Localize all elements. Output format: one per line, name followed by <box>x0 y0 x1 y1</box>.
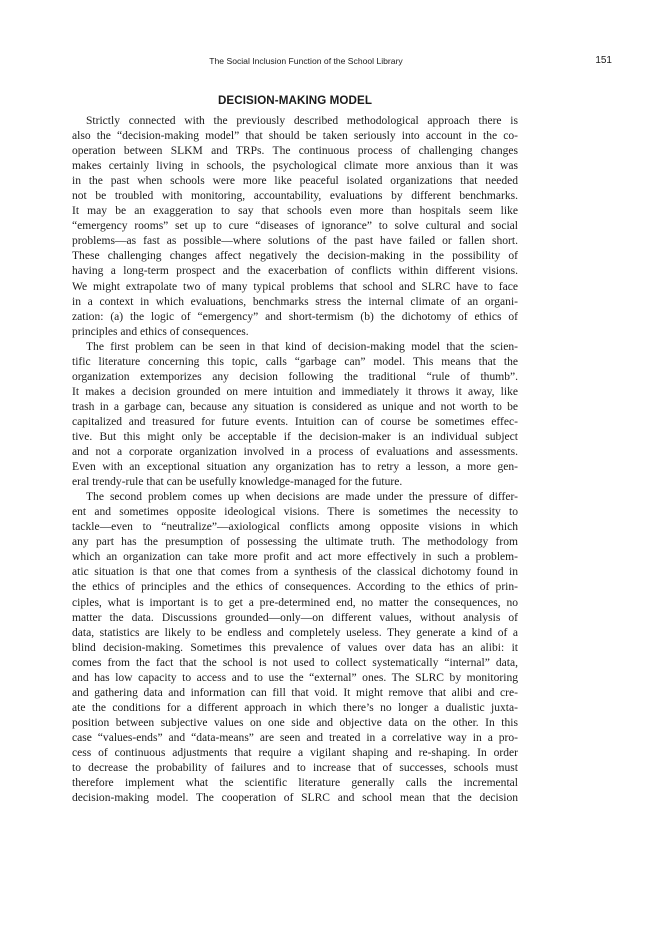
text-line: any part has the presumption of possessing the ultimate truth. The methodology from <box>72 536 518 549</box>
text-line: cess of continuous adjustments that require a vigilant shaping and re-shaping. In order <box>72 746 518 759</box>
text-line: tific literature concerning this topic, calls “garbage can” model. This means that the <box>72 355 518 368</box>
text-line: data, statistics are likely to be endless and completely useless. They generate a kind of a <box>72 626 518 639</box>
text-line: matter the data. Discussions grounded—only—on different values, without analysis of <box>72 611 518 624</box>
text-line: and has low capacity to access and to use the “external” ones. The SLRC by monitoring <box>72 671 518 684</box>
text-line: It makes a decision grounded on mere intuition and immediately it throws it away, like <box>72 385 518 398</box>
text-line: comes from the fact that the school is not used to collect systematically “internal” data, <box>72 656 518 669</box>
text-line: also the “decision-making model” that should be taken seriously into account in the co- <box>72 130 518 143</box>
text-line: makes certainly living in schools, the psychological climate more anxious than it was <box>72 160 518 173</box>
text-line: position between subjective values on one side and objective data on the other. In this <box>72 716 518 729</box>
text-line: These challenging changes affect negatively the decision-making in the possibility of <box>72 250 518 263</box>
text-line: tive. But this might only be acceptable if the decision-maker is an individual subject <box>72 430 518 443</box>
text-line: case “values-ends” and “data-means” are seen and treated in a correlative way in a pro- <box>72 731 518 744</box>
text-line: “emergency rooms” set up to cure “diseases of ignorance” to solve cultural and social <box>72 220 518 233</box>
paragraph <box>72 490 518 806</box>
running-title: The Social Inclusion Function of the School Library <box>209 56 403 66</box>
text-line: eral trendy-rule that can be usefully knowledge-managed for the future. <box>72 476 403 489</box>
text-line: tackle—even to “neutralize”—axiological conflicts among opposite visions in which <box>72 521 518 534</box>
text-line: and not a corporate organization involved in a process of evaluations and assessments. <box>72 446 518 459</box>
text-line: which an organization can take more profit and act more effectively in such a problem- <box>72 551 518 564</box>
text-line: atic situation is that one that comes from a synthesis of the classical dichotomy found in <box>72 566 518 579</box>
text-line: having a long-term prospect and the exacerbation of conflicts within different visions. <box>72 265 518 278</box>
text-line: The second problem comes up when decisions are made under the pressure of differ- <box>86 491 518 504</box>
text-line: ciples, what is important is to get a pre-determined end, no matter the consequences, no <box>72 596 518 609</box>
text-line: ent and sometimes opposite ideological visions. There is sometimes the necessity to <box>72 506 518 519</box>
text-line: not be troubled with monitoring, accountability, evaluations by different benchmarks. <box>72 190 518 203</box>
text-line: trash in a garbage can, because any situation is considered as unique and not worth to be <box>72 400 518 413</box>
text-line: decision-making model. The cooperation of SLRC and school mean that the decision <box>72 792 518 805</box>
running-head <box>72 56 612 70</box>
text-line: principles and ethics of consequences. <box>72 325 249 338</box>
page-number: 151 <box>595 55 612 66</box>
body-text <box>72 114 518 806</box>
text-line: Strictly connected with the previously described methodological approach there is <box>86 115 518 127</box>
text-line: Even with an exceptional situation any organization has to retry a lesson, a more gen- <box>72 461 518 474</box>
text-line: to decrease the probability of failures and to increase that of successes, schools must <box>72 762 518 775</box>
text-line: in a context in which evaluations, benchmarks stress the internal climate of an organi- <box>72 295 518 308</box>
text-line: problems—as fast as possible—where solutions of the past have failed or fallen short. <box>72 235 518 248</box>
text-line: therefore implement what the scientific literature generally calls the incremental <box>72 777 518 790</box>
text-line: the ethics of principles and the ethics of consequences. According to the ethics of prin- <box>72 581 518 594</box>
section-heading: DECISION-MAKING MODEL <box>217 94 373 107</box>
paragraph <box>72 114 518 340</box>
text-line: ate the conditions for a different approach in which there’s no longer a dualistic juxta- <box>72 701 518 714</box>
text-line: capitalized and treasured for future events. Intuition can of course be sometimes effec- <box>72 415 518 428</box>
text-line: We might extrapolate two of many typical problems that school and SLRC have to face <box>72 280 518 293</box>
text-line: The first problem can be seen in that kind of decision-making model that the scien- <box>86 340 518 353</box>
text-line: operation between SLKM and TRPs. The continuous process of challenging changes <box>72 145 518 158</box>
text-line: zation: (a) the logic of “emergency” and short-termism (b) the dichotomy of ethics of <box>72 310 518 323</box>
text-line: organization extemporizes any decision following the traditional “rule of thumb”. <box>72 370 518 383</box>
text-line: It may be an exaggeration to say that schools even more than hospitals seem like <box>72 205 518 218</box>
paragraph <box>72 340 518 490</box>
text-line: blind decision-making. Sometimes this prevalence of values over data has an alibi: it <box>72 641 518 654</box>
text-line: in the past when schools were more like peaceful isolated organizations that needed <box>72 175 518 188</box>
text-line: and gathering data and information can fill that void. It might remove that alibi and cre- <box>72 686 518 699</box>
